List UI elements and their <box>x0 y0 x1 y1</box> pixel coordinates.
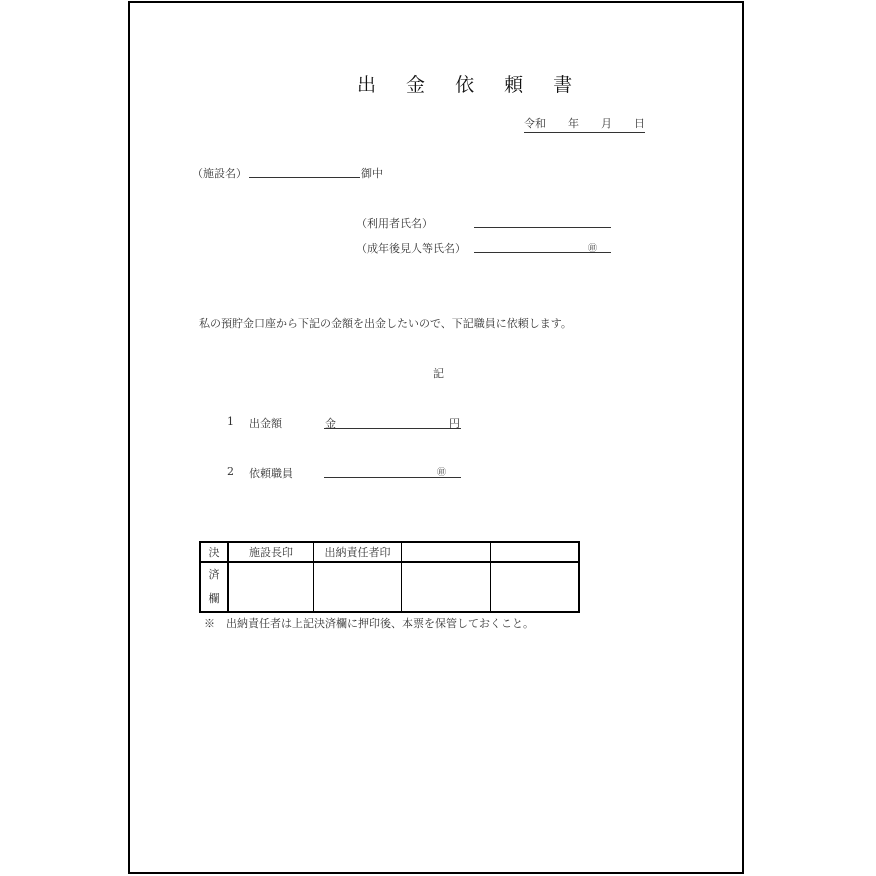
date-era: 令和 <box>524 117 546 130</box>
date-month: 月 <box>601 117 612 130</box>
item-1-number: 1 <box>227 415 234 428</box>
amount-suffix: 円 <box>449 417 460 430</box>
ki-heading: 記 <box>433 367 444 380</box>
approval-side-char-1: 決 <box>200 542 228 562</box>
amount-field[interactable] <box>324 428 461 429</box>
item-2-label: 依頼職員 <box>249 467 293 480</box>
date-field[interactable] <box>524 115 645 133</box>
facility-suffix: 御中 <box>361 167 383 180</box>
approval-seal-cell-3[interactable] <box>402 562 491 612</box>
document-title: 出 金 依 頼 書 <box>357 74 585 96</box>
approval-table <box>199 541 580 613</box>
date-year: 年 <box>568 117 579 130</box>
staff-seal-mark: ㊞ <box>437 468 447 478</box>
approval-side-char-3: 欄 <box>208 592 220 605</box>
item-1-label: 出金額 <box>249 417 282 430</box>
approval-header-4 <box>491 542 580 562</box>
approval-header-director: 施設長印 <box>228 542 314 562</box>
approval-seal-cell-4[interactable] <box>491 562 580 612</box>
approval-header-cashier: 出納責任者印 <box>314 542 402 562</box>
request-statement: 私の預貯金口座から下記の金額を出金したいので、下記職員に依頼します。 <box>199 317 572 330</box>
item-2-number: 2 <box>227 465 234 478</box>
guardian-label: （成年後見人等氏名） <box>356 242 466 255</box>
document-page <box>128 1 744 874</box>
footnote: ※ 出納責任者は上記決済欄に押印後、本票を保管しておくこと。 <box>204 617 534 630</box>
approval-side-cell <box>200 562 228 612</box>
approval-seal-cell-cashier[interactable] <box>314 562 402 612</box>
facility-label: （施設名） <box>192 167 247 180</box>
date-day: 日 <box>634 117 645 130</box>
amount-prefix: 金 <box>325 417 336 430</box>
approval-side-char-2: 済 <box>208 568 220 581</box>
facility-name-field[interactable] <box>249 177 360 178</box>
user-name-label: （利用者氏名） <box>356 217 433 230</box>
approval-header-3 <box>402 542 491 562</box>
user-name-field[interactable] <box>474 227 611 228</box>
approval-seal-cell-director[interactable] <box>228 562 314 612</box>
guardian-seal-mark: ㊞ <box>588 244 598 254</box>
